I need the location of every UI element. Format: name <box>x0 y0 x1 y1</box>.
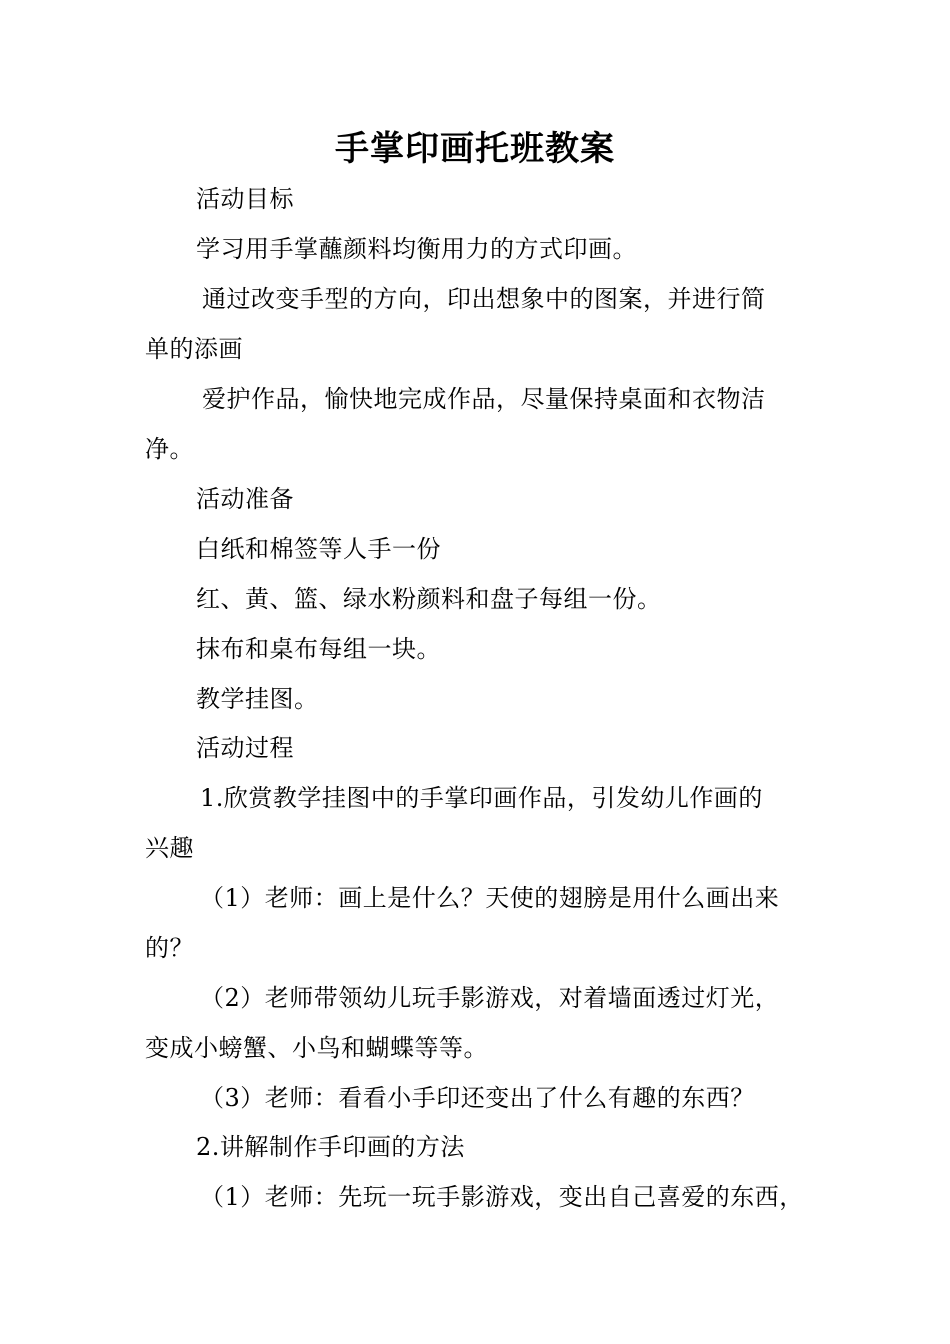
paragraph-line: 兴趣 <box>145 834 194 862</box>
paragraph-line: 抹布和桌布每组一块。 <box>196 635 441 663</box>
paragraph-line: 净。 <box>145 435 194 463</box>
paragraph-line: 红、黄、篮、绿水粉颜料和盘子每组一份。 <box>196 585 662 613</box>
section-heading-process: 活动过程 <box>196 734 294 762</box>
paragraph-line: （1）老师：画上是什么？天使的翅膀是用什么画出来 <box>200 884 780 912</box>
paragraph-line: 通过改变手型的方向，印出想象中的图案，并进行简 <box>202 285 766 313</box>
paragraph-line: （3）老师：看看小手印还变出了什么有趣的东西？ <box>200 1084 755 1112</box>
paragraph-line: 学习用手掌蘸颜料均衡用力的方式印画。 <box>196 235 637 263</box>
paragraph-line: 白纸和棉签等人手一份 <box>196 535 441 563</box>
paragraph-line: 单的添画 <box>145 335 243 363</box>
paragraph-line: 变成小螃蟹、小鸟和蝴蝶等等。 <box>145 1034 488 1062</box>
paragraph-line: 教学挂图。 <box>196 685 319 713</box>
paragraph-line: 的？ <box>145 934 194 962</box>
paragraph-line: 1.欣赏教学挂图中的手掌印画作品，引发幼儿作画的 <box>200 784 763 812</box>
paragraph-line: 2.讲解制作手印画的方法 <box>196 1133 465 1161</box>
section-heading-preparation: 活动准备 <box>196 485 294 513</box>
paragraph-line: 爱护作品，愉快地完成作品，尽量保持桌面和衣物洁 <box>202 385 766 413</box>
section-heading-goals: 活动目标 <box>196 185 294 213</box>
document-title: 手掌印画托班教案 <box>335 129 615 169</box>
paragraph-line: （2）老师带领幼儿玩手影游戏，对着墙面透过灯光， <box>200 984 780 1012</box>
paragraph-line: （1）老师：先玩一玩手影游戏，变出自己喜爱的东西， <box>200 1183 804 1211</box>
